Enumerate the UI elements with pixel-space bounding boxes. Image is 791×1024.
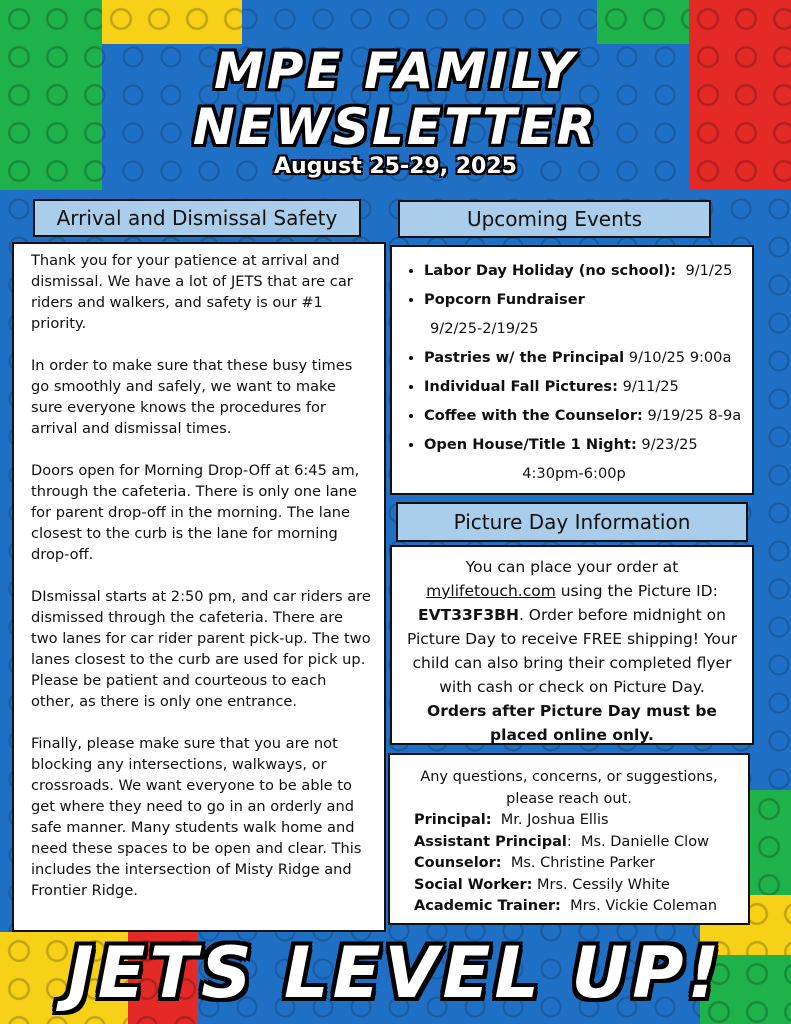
arrival-paragraph: In order to make sure that these busy times go smoothly and safely, we want to make sure everyone knows the procedures for arrival and dismissal times. <box>31 357 353 437</box>
event-name: Pastries w/ the Principal <box>424 349 625 366</box>
picture-text: . Order before midnight on Picture Day to receive FREE shipping! Your child can also bring their completed flyer with cash or check on Picture Day. <box>406 606 738 696</box>
event-detail-time: 4:30pm-6:00p <box>522 465 626 482</box>
event-item <box>424 290 742 339</box>
contact-role: Counselor: <box>414 855 502 871</box>
contact-role: Assistant Principal <box>414 833 567 850</box>
event-name: Coffee with the Counselor: <box>424 407 643 424</box>
event-item <box>424 261 742 281</box>
event-detail: 9/11/25 <box>622 378 679 395</box>
lego-brick-green-bottom-right <box>750 790 791 895</box>
arrival-paragraph: DIsmissal starts at 2:50 pm, and car riders are dismissed through the cafeteria. There are two lanes for car rider parent pick-up. The two lanes closest to the curb are used for pick up. Please be patient and courteous to each other, as there is only one entrance. <box>31 588 371 710</box>
arrival-paragraph: Thank you for your patience at arrival and dismissal. We have a lot of JETS that are car riders and walkers, and safety is our #1 priority. <box>31 252 353 332</box>
arrival-heading: Arrival and Dismissal Safety <box>33 199 361 237</box>
contact-row <box>414 875 738 897</box>
contact-row <box>414 896 738 918</box>
contact-name: : Ms. Danielle Clow <box>566 833 709 850</box>
picture-id: EVT33F3BH <box>418 606 519 624</box>
event-item <box>424 406 742 426</box>
picture-heading: Picture Day Information <box>396 502 748 542</box>
contact-name: Mrs. Cessily White <box>532 876 670 893</box>
lifetouch-link[interactable]: mylifetouch.com <box>426 582 556 600</box>
footer-slogan: JETS LEVEL UP! <box>67 932 724 1014</box>
event-detail: 9/10/25 9:00a <box>628 349 732 366</box>
event-name: Individual Fall Pictures: <box>424 378 618 395</box>
events-list <box>406 261 742 484</box>
arrival-paragraph: Finally, please make sure that you are not blocking any intersections, walkways, or crossroads. We want everyone to be able to get where they need to go in an orderly and safe manner. Many students walk home and need these spaces to be open and clear. This includes the intersection of Misty Ridge and Frontier Ridge. <box>31 735 362 899</box>
event-detail: 9/23/25 <box>641 436 698 453</box>
contact-role: Academic Trainer: <box>414 898 561 914</box>
contacts-box <box>388 753 750 925</box>
event-item <box>424 377 742 397</box>
contact-role: Social Worker: <box>414 876 533 893</box>
contact-name: Mrs. Vickie Coleman <box>560 898 718 914</box>
lego-brick-yellow-top <box>102 0 242 44</box>
newsletter-title-line1: MPE FAMILY <box>213 42 577 100</box>
picture-text: You can place your order at <box>465 558 679 576</box>
newsletter-title-line2: NEWSLETTER <box>192 98 599 156</box>
contact-name: Ms. Christine Parker <box>501 855 656 871</box>
event-detail: 9/2/25-2/19/25 <box>430 320 539 337</box>
contact-name: Mr. Joshua Ellis <box>491 812 609 828</box>
event-item <box>424 435 742 484</box>
event-name: Open House/Title 1 Night: <box>424 436 637 453</box>
events-heading: Upcoming Events <box>398 200 711 238</box>
contact-role: Principal: <box>414 812 492 828</box>
contact-row <box>414 832 738 854</box>
newsletter-dates: August 25-29, 2025 <box>274 154 517 179</box>
event-detail: 9/1/25 <box>685 262 733 279</box>
lego-brick-green-top-right <box>597 0 689 44</box>
contact-row <box>414 810 738 832</box>
event-detail: 9/19/25 8-9a <box>647 407 742 424</box>
event-name: Popcorn Fundraiser <box>424 291 585 308</box>
upcoming-events-box <box>390 245 754 495</box>
arrival-dismissal-box <box>12 242 386 932</box>
picture-day-box <box>390 545 754 745</box>
picture-online-note: Orders after Picture Day must be placed online only. <box>427 702 717 744</box>
contact-row <box>414 853 738 875</box>
arrival-paragraph: Doors open for Morning Drop-Off at 6:45 am, through the cafeteria. There is only one lane for parent drop-off in the morning. The lane closest to the curb is the lane for morning drop-off. <box>31 462 360 563</box>
event-item <box>424 348 742 368</box>
contacts-intro: Any questions, concerns, or suggestions, please reach out. <box>420 769 718 807</box>
picture-text: using the Picture ID: <box>555 582 718 600</box>
event-name: Labor Day Holiday (no school): <box>424 262 677 279</box>
